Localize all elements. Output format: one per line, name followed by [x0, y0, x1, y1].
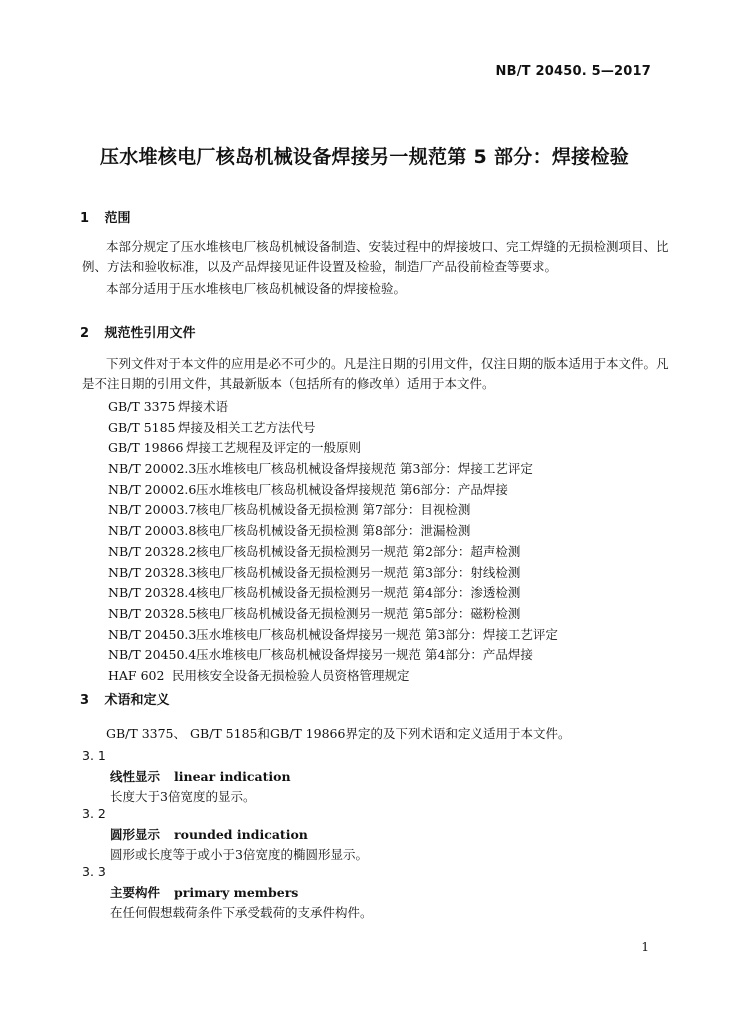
reference-title: 核电厂核岛机械设备无损检测另一规范 第2部分：超声检测 [196, 543, 521, 559]
term-3-2-definition: 圆形或长度等于或小于3倍宽度的椭圆形显示。 [110, 847, 368, 862]
term-3-2 [110, 825, 308, 843]
reference-item [108, 625, 558, 646]
reference-title: 压水堆核电厂核岛机械设备焊接另一规范 第4部分：产品焊接 [196, 647, 533, 663]
term-zh: 主要构件 [110, 885, 161, 900]
standard-code: NB/T 20450. 5—2017 [495, 64, 651, 79]
term-3-3-definition: 在任何假想载荷条件下承受载荷的支承件构件。 [110, 905, 373, 920]
reference-item [108, 666, 558, 687]
reference-item [108, 438, 558, 459]
reference-code: NB/T 20003.8 [108, 523, 197, 539]
reference-code: NB/T 20328.3 [108, 564, 197, 580]
reference-title: 核电厂核岛机械设备无损检测 第8部分：泄漏检测 [196, 523, 471, 539]
term-3-3 [110, 883, 298, 901]
reference-item [108, 521, 558, 542]
reference-item [108, 480, 558, 501]
reference-title: 压水堆核电厂核岛机械设备焊接规范 第3部分：焊接工艺评定 [196, 461, 533, 477]
reference-item [108, 397, 558, 418]
reference-code: GB/T 3375 [108, 399, 176, 414]
reference-item [108, 542, 558, 563]
reference-title: 焊接术语 [178, 399, 229, 414]
term-en: primary members [174, 885, 299, 900]
reference-title: 压水堆核电厂核岛机械设备焊接另一规范 第3部分：焊接工艺评定 [196, 626, 558, 642]
section-1-paragraph-1-text: 本部分规定了压水堆核电厂核岛机械设备制造、安装过程中的焊接坡口、完工焊缝的无损检测项目、比例、方法和验收标准，以及产品焊接见证件设置及检验，制造厂产品役前检查等要求。 [82, 239, 669, 274]
document-title: 压水堆核电厂核岛机械设备焊接另一规范第 5 部分：焊接检验 [99, 146, 630, 168]
section-1-heading [80, 207, 131, 226]
section-3-intro-text: GB/T 3375、 GB/T 5185和GB/T 19866界定的及下列术语和定义适用于本文件。 [106, 726, 571, 741]
reference-item [108, 459, 558, 480]
reference-code: NB/T 20450.3 [108, 626, 197, 642]
reference-code: GB/T 5185 [108, 419, 176, 435]
clause-3-2-number: 3. 2 [82, 806, 106, 821]
reference-title: 民用核安全设备无损检验人员资格管理规定 [172, 667, 410, 683]
term-3-1-definition: 长度大于3倍宽度的显示。 [110, 789, 256, 804]
reference-title: 核电厂核岛机械设备无损检测另一规范 第3部分：射线检测 [196, 564, 521, 580]
reference-title: 核电厂核岛机械设备无损检测另一规范 第5部分：磁粉检测 [196, 605, 521, 621]
reference-code: NB/T 20003.7 [108, 502, 197, 518]
reference-code: NB/T 20328.5 [108, 605, 197, 621]
reference-code: HAF 602 [108, 667, 165, 683]
section-3-intro [82, 724, 672, 744]
reference-code: NB/T 20002.3 [108, 461, 197, 477]
reference-title: 焊接工艺规程及评定的一般原则 [186, 440, 362, 456]
section-3-heading [80, 689, 170, 708]
reference-item [108, 418, 558, 439]
term-en: rounded indication [174, 827, 308, 842]
reference-code: NB/T 20450.4 [108, 647, 197, 663]
reference-list [108, 397, 558, 687]
reference-code: NB/T 20002.6 [108, 481, 197, 497]
section-2-title: 规范性引用文件 [104, 326, 196, 341]
term-zh: 圆形显示 [110, 827, 161, 842]
reference-title: 核电厂核岛机械设备无损检测另一规范 第4部分：渗透检测 [196, 585, 521, 601]
section-1-number: 1 [80, 211, 90, 226]
section-1-paragraph-1 [82, 237, 672, 277]
reference-code: NB/T 20328.2 [108, 543, 197, 559]
reference-item [108, 645, 558, 666]
section-3-title: 术语和定义 [104, 693, 170, 708]
reference-title: 压水堆核电厂核岛机械设备焊接规范 第6部分：产品焊接 [196, 481, 508, 497]
term-en: linear indication [174, 769, 291, 784]
reference-code: NB/T 20328.4 [108, 585, 197, 601]
reference-item [108, 583, 558, 604]
clause-3-3-number: 3. 3 [82, 864, 106, 879]
section-3-number: 3 [80, 693, 90, 708]
section-2-intro [82, 354, 672, 394]
section-2-heading [80, 322, 196, 341]
term-3-1 [110, 767, 291, 785]
term-zh: 线性显示 [110, 769, 161, 784]
page-number: 1 [641, 940, 649, 954]
section-2-number: 2 [80, 326, 90, 341]
reference-title: 焊接及相关工艺方法代号 [178, 419, 316, 435]
section-1-title: 范围 [104, 211, 131, 226]
reference-item [108, 604, 558, 625]
section-2-intro-text: 下列文件对于本文件的应用是必不可少的。凡是注日期的引用文件，仅注日期的版本适用于本文件。凡是不注日期的引用文件，其最新版本（包括所有的修改单）适用于本文件。 [82, 356, 669, 391]
reference-item [108, 563, 558, 584]
reference-item [108, 500, 558, 521]
section-1-paragraph-2-text: 本部分适用于压水堆核电厂核岛机械设备的焊接检验。 [106, 281, 407, 296]
reference-code: GB/T 19866 [108, 440, 184, 456]
section-1-paragraph-2 [82, 279, 672, 299]
clause-3-1-number: 3. 1 [82, 748, 106, 763]
reference-title: 核电厂核岛机械设备无损检测 第7部分：目视检测 [196, 502, 471, 518]
